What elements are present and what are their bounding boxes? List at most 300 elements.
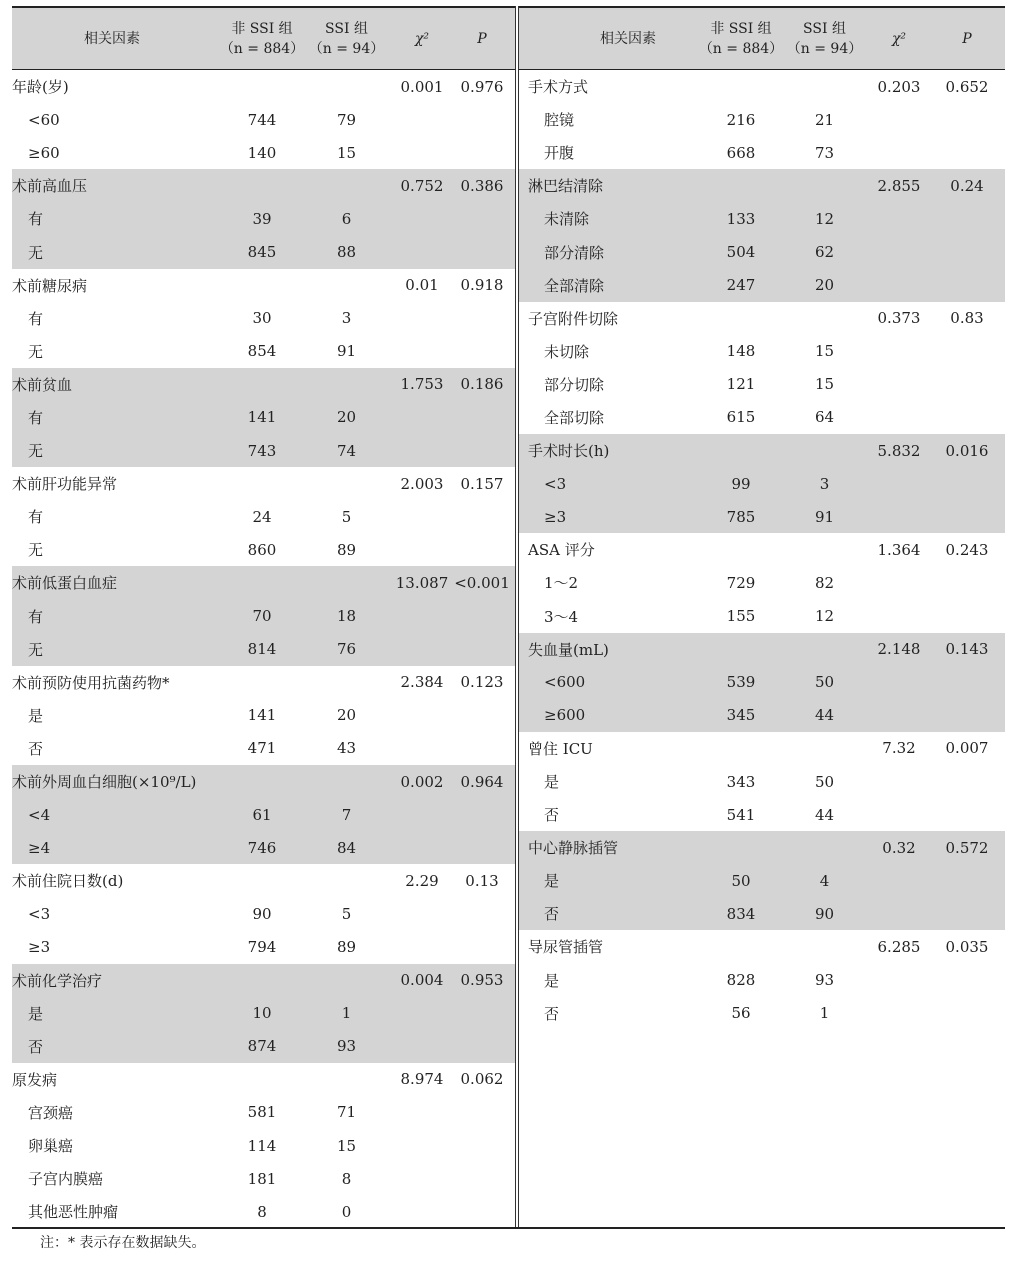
row-non-ssi-count: 99 — [731, 474, 751, 493]
table-row — [12, 699, 515, 732]
row-ssi-count: 79 — [336, 110, 357, 129]
row-factor: 开腹 — [544, 144, 575, 163]
row-non-ssi-count — [212, 368, 312, 401]
row-chi-square: 0.001 — [400, 77, 444, 96]
row-non-ssi-count — [691, 434, 791, 467]
row-ssi-count: 12 — [814, 209, 835, 228]
table-row — [519, 202, 1005, 235]
table-footnote: 注：* 表示存在数据缺失。 — [40, 1235, 206, 1251]
table-row — [12, 798, 515, 831]
table-row — [12, 566, 515, 599]
row-non-ssi-count: 743 — [247, 441, 277, 460]
row-factor: 否 — [544, 806, 560, 825]
table-row — [12, 500, 515, 533]
row-ssi-count: 93 — [814, 971, 835, 990]
header-factor: 相关因素 — [600, 30, 656, 47]
table-row — [519, 699, 1005, 732]
table-row — [12, 169, 515, 202]
table-bottom-rule — [12, 1227, 1005, 1229]
row-p-value — [917, 666, 1017, 699]
row-ssi-count: 74 — [336, 441, 357, 460]
header-p-value: P — [477, 30, 487, 47]
row-factor: 术前低蛋白血症 — [12, 574, 118, 593]
table-row — [12, 732, 515, 765]
row-ssi-count: 91 — [814, 507, 835, 526]
table-row — [12, 964, 515, 997]
row-non-ssi-count: 114 — [247, 1136, 277, 1155]
table-row — [12, 302, 515, 335]
table-row — [12, 533, 515, 566]
row-ssi-count: 15 — [814, 375, 835, 394]
row-ssi-count: 20 — [814, 276, 835, 295]
row-p-value: 0.123 — [460, 673, 504, 692]
row-non-ssi-count: 50 — [731, 871, 751, 890]
row-ssi-count: 44 — [814, 805, 835, 824]
row-factor: ≥600 — [544, 706, 586, 725]
row-non-ssi-count: 504 — [726, 243, 756, 262]
row-factor: <600 — [544, 673, 586, 692]
header-non-ssi: 非 SSI 组 （n = 884） — [219, 20, 305, 57]
row-p-value — [917, 500, 1017, 533]
row-factor: 是 — [28, 706, 44, 725]
row-ssi-count: 93 — [336, 1037, 357, 1056]
row-non-ssi-count: 141 — [247, 408, 277, 427]
row-factor: <3 — [544, 474, 567, 493]
row-p-value — [917, 864, 1017, 897]
table-row — [12, 1195, 515, 1228]
row-non-ssi-count: 541 — [726, 805, 756, 824]
row-factor: <3 — [28, 904, 51, 923]
row-non-ssi-count: 581 — [247, 1103, 277, 1122]
table-row — [12, 335, 515, 368]
row-factor: 中心静脉插管 — [528, 839, 619, 858]
row-p-value — [917, 699, 1017, 732]
table-row — [12, 1162, 515, 1195]
table-row — [12, 997, 515, 1030]
row-non-ssi-count — [691, 70, 791, 103]
header-p-value: P — [962, 30, 972, 47]
table-row — [519, 235, 1005, 268]
table-row — [12, 434, 515, 467]
table-body-right — [519, 70, 1005, 1030]
row-factor: 无 — [28, 541, 44, 560]
row-ssi-count: 91 — [336, 342, 357, 361]
row-ssi-count: 0 — [341, 1202, 352, 1221]
table-row — [12, 1096, 515, 1129]
row-ssi-count: 12 — [814, 607, 835, 626]
row-p-value: 0.186 — [460, 375, 504, 394]
row-p-value — [917, 897, 1017, 930]
row-ssi-count: 71 — [336, 1103, 357, 1122]
row-p-value: 0.652 — [945, 77, 989, 96]
table-row — [519, 335, 1005, 368]
row-factor: 术前高血压 — [12, 177, 88, 196]
row-factor: 有 — [28, 210, 44, 229]
row-factor: 术前化学治疗 — [12, 971, 103, 990]
row-factor: 术前外周血白细胞(×10⁹/L) — [12, 773, 197, 792]
row-non-ssi-count — [212, 964, 312, 997]
table-row — [519, 467, 1005, 500]
row-p-value — [917, 235, 1017, 268]
row-non-ssi-count: 874 — [247, 1037, 277, 1056]
row-factor: 否 — [544, 1004, 560, 1023]
table-left-panel — [12, 6, 515, 1228]
table-row — [12, 897, 515, 930]
row-non-ssi-count: 216 — [726, 110, 756, 129]
header-factor: 相关因素 — [84, 30, 140, 47]
row-factor: 术前糖尿病 — [12, 276, 88, 295]
table-row — [519, 566, 1005, 599]
row-ssi-count: 90 — [814, 904, 835, 923]
row-non-ssi-count: 90 — [252, 904, 272, 923]
row-non-ssi-count — [212, 666, 312, 699]
row-ssi-count: 7 — [341, 805, 352, 824]
row-non-ssi-count: 828 — [726, 971, 756, 990]
row-non-ssi-count — [691, 930, 791, 963]
row-non-ssi-count — [212, 1063, 312, 1096]
table-row — [519, 169, 1005, 202]
row-p-value: 0.918 — [460, 276, 504, 295]
row-p-value: 0.83 — [950, 309, 984, 328]
row-ssi-count: 1 — [341, 1004, 352, 1023]
row-ssi-count: 15 — [336, 143, 357, 162]
row-ssi-count: 76 — [336, 640, 357, 659]
row-non-ssi-count: 845 — [247, 243, 277, 262]
row-factor: 腔镜 — [544, 111, 575, 130]
row-non-ssi-count — [212, 70, 312, 103]
row-p-value: <0.001 — [454, 573, 510, 592]
row-ssi-count: 44 — [814, 706, 835, 725]
row-chi-square: 1.364 — [877, 540, 921, 559]
header-chi-square: χ² — [414, 30, 430, 47]
row-factor: 是 — [28, 1004, 44, 1023]
row-p-value — [917, 269, 1017, 302]
row-non-ssi-count: 785 — [726, 507, 756, 526]
table-row — [12, 136, 515, 169]
row-non-ssi-count: 247 — [726, 276, 756, 295]
row-factor: 宫颈癌 — [28, 1103, 74, 1122]
table-row — [519, 269, 1005, 302]
row-p-value: 0.13 — [465, 871, 499, 890]
table-row — [519, 831, 1005, 864]
table-row — [519, 964, 1005, 997]
row-chi-square: 2.003 — [400, 474, 444, 493]
row-factor: ≥3 — [28, 937, 51, 956]
header-ssi: SSI 组 （n = 94） — [308, 20, 385, 57]
row-factor: 卵巢癌 — [28, 1137, 74, 1156]
row-factor: 原发病 — [12, 1070, 58, 1089]
row-factor: 否 — [28, 1037, 44, 1056]
row-ssi-count: 15 — [336, 1136, 357, 1155]
row-ssi-count: 64 — [814, 408, 835, 427]
row-chi-square: 7.32 — [882, 739, 916, 758]
table-row — [519, 633, 1005, 666]
row-non-ssi-count: 834 — [726, 904, 756, 923]
table-row — [519, 103, 1005, 136]
table-row — [519, 368, 1005, 401]
row-p-value: 0.964 — [460, 772, 504, 791]
row-ssi-count: 8 — [341, 1169, 352, 1188]
row-factor: <60 — [28, 110, 60, 129]
row-non-ssi-count: 61 — [252, 805, 272, 824]
row-ssi-count: 50 — [814, 673, 835, 692]
row-ssi-count: 5 — [341, 507, 352, 526]
row-non-ssi-count — [212, 169, 312, 202]
row-non-ssi-count: 668 — [726, 143, 756, 162]
table-row — [12, 1063, 515, 1096]
row-factor: 全部清除 — [544, 276, 605, 295]
row-p-value: 0.016 — [945, 441, 989, 460]
row-factor: 术前预防使用抗菌药物* — [12, 673, 170, 692]
row-non-ssi-count: 148 — [726, 342, 756, 361]
table-header-left — [12, 6, 515, 70]
row-non-ssi-count: 30 — [252, 309, 272, 328]
row-chi-square: 0.004 — [400, 971, 444, 990]
table-row — [519, 864, 1005, 897]
table-header-right — [519, 6, 1005, 70]
row-factor: 有 — [28, 309, 44, 328]
row-non-ssi-count: 133 — [726, 209, 756, 228]
row-p-value: 0.243 — [945, 540, 989, 559]
row-factor: 曾住 ICU — [528, 739, 593, 758]
row-non-ssi-count — [212, 864, 312, 897]
row-non-ssi-count — [691, 302, 791, 335]
row-p-value: 0.157 — [460, 474, 504, 493]
row-factor: 1～2 — [544, 574, 579, 593]
table-row — [12, 600, 515, 633]
table-row — [519, 930, 1005, 963]
row-p-value: 0.143 — [945, 640, 989, 659]
table-row — [12, 831, 515, 864]
row-ssi-count: 6 — [341, 209, 352, 228]
table-row — [519, 136, 1005, 169]
row-factor: 导尿管插管 — [528, 938, 604, 957]
row-factor: ≥3 — [544, 507, 567, 526]
row-p-value — [917, 997, 1017, 1030]
table-row — [12, 235, 515, 268]
row-p-value — [917, 401, 1017, 434]
row-factor: <4 — [28, 805, 51, 824]
row-ssi-count: 84 — [336, 838, 357, 857]
row-factor: ≥4 — [28, 838, 51, 857]
row-ssi-count: 89 — [336, 540, 357, 559]
table-row — [519, 765, 1005, 798]
table-row — [519, 997, 1005, 1030]
row-chi-square: 0.002 — [400, 772, 444, 791]
row-non-ssi-count: 746 — [247, 838, 277, 857]
row-factor: 是 — [544, 872, 560, 891]
table-row — [519, 600, 1005, 633]
row-ssi-count: 1 — [819, 1004, 830, 1023]
row-p-value: 0.976 — [460, 77, 504, 96]
row-chi-square: 6.285 — [877, 937, 921, 956]
table-row — [12, 467, 515, 500]
row-factor: 有 — [28, 408, 44, 427]
row-factor: 是 — [544, 971, 560, 990]
row-p-value — [917, 566, 1017, 599]
row-non-ssi-count: 140 — [247, 143, 277, 162]
row-factor: 无 — [28, 342, 44, 361]
row-non-ssi-count: 539 — [726, 673, 756, 692]
row-ssi-count: 21 — [814, 110, 835, 129]
row-non-ssi-count: 343 — [726, 772, 756, 791]
row-ssi-count: 50 — [814, 772, 835, 791]
row-p-value: 0.386 — [460, 176, 504, 195]
row-factor: 有 — [28, 508, 44, 527]
row-p-value: 0.572 — [945, 838, 989, 857]
table-row — [12, 368, 515, 401]
table-row — [12, 269, 515, 302]
row-non-ssi-count: 70 — [252, 607, 272, 626]
table-row — [519, 798, 1005, 831]
row-p-value — [917, 765, 1017, 798]
row-non-ssi-count — [691, 732, 791, 765]
row-non-ssi-count: 10 — [252, 1004, 272, 1023]
row-factor: 3～4 — [544, 607, 579, 626]
table-right-panel — [519, 6, 1005, 1030]
row-ssi-count: 43 — [336, 739, 357, 758]
table-row — [519, 897, 1005, 930]
row-non-ssi-count — [212, 566, 312, 599]
row-ssi-count: 73 — [814, 143, 835, 162]
row-factor: 手术时长(h) — [528, 442, 610, 461]
row-p-value: 0.062 — [460, 1070, 504, 1089]
row-ssi-count: 20 — [336, 706, 357, 725]
row-ssi-count: 5 — [341, 904, 352, 923]
row-ssi-count: 88 — [336, 243, 357, 262]
row-non-ssi-count: 181 — [247, 1169, 277, 1188]
row-chi-square: 0.203 — [877, 77, 921, 96]
row-non-ssi-count: 121 — [726, 375, 756, 394]
row-p-value — [917, 103, 1017, 136]
row-ssi-count: 20 — [336, 408, 357, 427]
row-factor: 部分切除 — [544, 375, 605, 394]
row-p-value — [917, 335, 1017, 368]
table-row — [12, 666, 515, 699]
table-row — [12, 864, 515, 897]
row-non-ssi-count: 24 — [252, 507, 272, 526]
row-p-value: 0.035 — [945, 937, 989, 956]
table-row — [12, 633, 515, 666]
row-non-ssi-count — [691, 831, 791, 864]
row-factor: 否 — [28, 739, 44, 758]
row-chi-square: 0.373 — [877, 309, 921, 328]
row-non-ssi-count — [691, 633, 791, 666]
row-ssi-count: 62 — [814, 243, 835, 262]
row-chi-square: 2.29 — [405, 871, 439, 890]
table-row — [12, 1030, 515, 1063]
row-non-ssi-count: 8 — [257, 1202, 267, 1221]
row-p-value — [917, 467, 1017, 500]
row-chi-square: 2.148 — [877, 640, 921, 659]
table-row — [12, 103, 515, 136]
row-factor: 部分清除 — [544, 243, 605, 262]
row-p-value: 0.24 — [950, 176, 984, 195]
row-non-ssi-count: 794 — [247, 937, 277, 956]
row-factor: 淋巴结清除 — [528, 177, 604, 196]
header-non-ssi: 非 SSI 组 （n = 884） — [698, 20, 784, 57]
row-p-value: 0.953 — [460, 971, 504, 990]
header-ssi: SSI 组 （n = 94） — [786, 20, 863, 57]
table-row — [519, 70, 1005, 103]
row-factor: 年龄(岁) — [12, 78, 69, 97]
table-row — [519, 500, 1005, 533]
row-factor: 未切除 — [544, 342, 590, 361]
row-factor: 无 — [28, 243, 44, 262]
row-chi-square: 2.855 — [877, 176, 921, 195]
row-chi-square: 2.384 — [400, 673, 444, 692]
row-p-value — [917, 202, 1017, 235]
row-chi-square: 0.752 — [400, 176, 444, 195]
row-factor: ≥60 — [28, 143, 60, 162]
row-chi-square: 8.974 — [400, 1070, 444, 1089]
row-factor: 无 — [28, 640, 44, 659]
table-row — [12, 1129, 515, 1162]
table-row — [519, 533, 1005, 566]
row-factor: 子宫内膜癌 — [28, 1170, 104, 1189]
row-chi-square: 1.753 — [400, 375, 444, 394]
table-row — [12, 202, 515, 235]
row-p-value — [917, 798, 1017, 831]
row-factor: 全部切除 — [544, 408, 605, 427]
table-body-left — [12, 70, 515, 1228]
row-non-ssi-count: 860 — [247, 540, 277, 559]
row-non-ssi-count: 729 — [726, 573, 756, 592]
row-factor: 子宫附件切除 — [528, 309, 619, 328]
table-row — [519, 434, 1005, 467]
row-ssi-count: 18 — [336, 607, 357, 626]
row-factor: 否 — [544, 905, 560, 924]
row-non-ssi-count: 744 — [247, 110, 277, 129]
row-p-value — [917, 964, 1017, 997]
row-factor: 术前肝功能异常 — [12, 475, 118, 494]
row-ssi-count: 89 — [336, 937, 357, 956]
row-ssi-count: 3 — [819, 474, 830, 493]
row-ssi-count: 3 — [341, 309, 352, 328]
row-p-value — [917, 136, 1017, 169]
row-non-ssi-count — [691, 533, 791, 566]
row-non-ssi-count — [212, 269, 312, 302]
row-non-ssi-count: 345 — [726, 706, 756, 725]
row-p-value — [917, 600, 1017, 633]
table-row — [519, 732, 1005, 765]
row-factor: 未清除 — [544, 210, 590, 229]
row-non-ssi-count: 39 — [252, 209, 272, 228]
table-row — [519, 401, 1005, 434]
row-factor: ASA 评分 — [528, 541, 595, 560]
row-factor: 是 — [544, 773, 560, 792]
row-factor: 失血量(mL) — [528, 640, 609, 659]
row-non-ssi-count — [691, 169, 791, 202]
table-row — [519, 666, 1005, 699]
row-ssi-count: 4 — [819, 871, 830, 890]
row-chi-square: 0.01 — [405, 276, 439, 295]
row-non-ssi-count: 141 — [247, 706, 277, 725]
row-chi-square: 5.832 — [877, 441, 921, 460]
row-ssi-count: 82 — [814, 573, 835, 592]
row-non-ssi-count: 615 — [726, 408, 756, 427]
row-non-ssi-count: 56 — [731, 1004, 751, 1023]
row-factor: 手术方式 — [528, 78, 589, 97]
row-factor: 其他恶性肿瘤 — [28, 1203, 119, 1222]
row-factor: 术前贫血 — [12, 375, 73, 394]
row-factor: 无 — [28, 442, 44, 461]
row-chi-square: 0.32 — [882, 838, 916, 857]
row-factor: 术前住院日数(d) — [12, 872, 124, 891]
row-non-ssi-count: 854 — [247, 342, 277, 361]
row-non-ssi-count — [212, 467, 312, 500]
row-non-ssi-count — [212, 765, 312, 798]
